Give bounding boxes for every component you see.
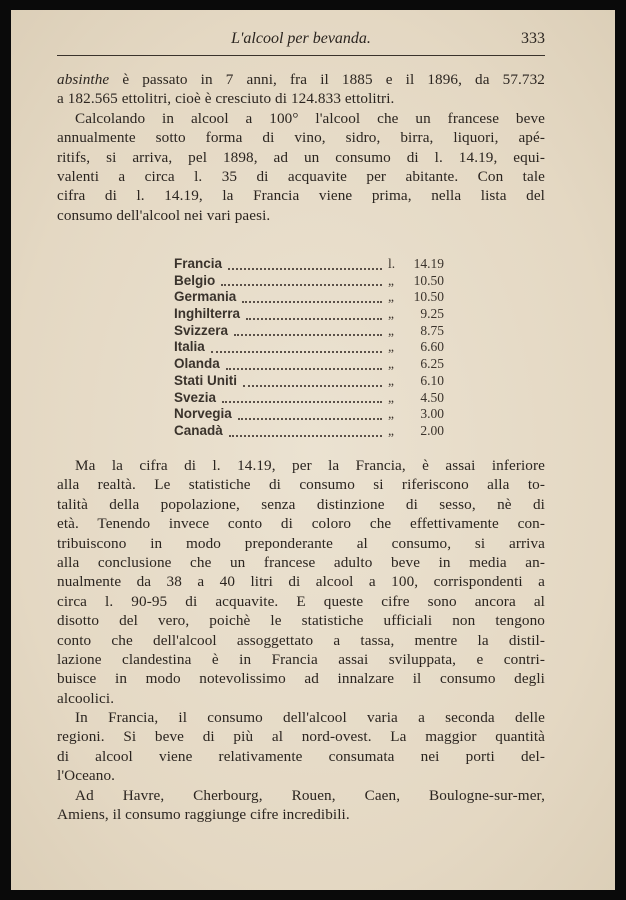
unit: „ <box>388 389 394 405</box>
text-line: In Francia, il consumo dell'alcool varia a seconda delle <box>75 709 545 727</box>
unit: „ <box>388 372 394 388</box>
country-name: Belgio <box>174 272 216 288</box>
italic-word: absinthe <box>57 71 110 88</box>
text-line: ritifs, si arriva, pel 1898, ad un consumo di l. 14.19, equi- <box>57 148 545 166</box>
leader-dots <box>222 401 382 403</box>
leader-dots <box>226 368 382 370</box>
text-line: valenti a circa l. 35 di acquavite per abitante. Con tale <box>57 167 545 185</box>
unit: „ <box>388 322 394 338</box>
text-line: buisce in modo notevolissimo ad innalzare il consumo degli <box>57 670 545 688</box>
country-name: Svezia <box>174 389 217 405</box>
text-line: età. Tenendo invece conto di coloro che effettivamente con- <box>57 515 545 533</box>
text-line: talità della popolazione, senza distinzione di sesso, nè di <box>57 495 545 513</box>
text-line: alla conclusione che un francese adulto beve in media an- <box>57 553 545 571</box>
text-line: regioni. Si beve di più al nord-ovest. La maggior quantità <box>57 728 545 746</box>
text-line: di alcool viene relativamente consumata nei porti del- <box>57 747 545 765</box>
text-line: Calcolando in alcool a 100° l'alcool che un francese beve <box>75 109 545 127</box>
leader-dots <box>229 435 382 437</box>
table-row <box>174 390 444 407</box>
table-row <box>174 273 444 290</box>
body-text-bottom <box>57 456 545 824</box>
book-page <box>11 10 615 890</box>
liters-value: 6.25 <box>420 356 444 372</box>
table-row <box>174 323 444 340</box>
table-row <box>174 406 444 423</box>
leader-dots <box>234 334 382 336</box>
table-row <box>174 339 444 356</box>
table-row <box>174 256 444 273</box>
header-rule <box>57 55 545 56</box>
text-line: cifra di l. 14.19, la Francia viene prima, nella lista del <box>57 187 545 205</box>
text-line: annualmente sotto forma di vino, sidro, birra, liquori, apé- <box>57 129 545 147</box>
table-row <box>174 373 444 390</box>
liters-value: 14.19 <box>413 256 444 271</box>
unit: „ <box>388 289 394 305</box>
liters-value: 10.50 <box>413 272 444 288</box>
body-text-top <box>57 70 545 225</box>
leader-dots <box>221 284 382 286</box>
text-line: Amiens, il consumo raggiunge cifre incredibili. <box>57 806 350 824</box>
table-row <box>174 356 444 373</box>
liters-value: 2.00 <box>420 422 444 438</box>
liters-value: 10.50 <box>413 289 444 305</box>
unit: „ <box>388 356 394 372</box>
liters-value: 3.00 <box>420 406 444 422</box>
liters-value: 4.50 <box>420 389 444 405</box>
liters-value: 9.25 <box>420 306 444 322</box>
unit: „ <box>388 306 394 322</box>
country-name: Svizzera <box>174 322 229 338</box>
leader-dots <box>242 301 382 303</box>
text-line: consumo dell'alcool nei vari paesi. <box>57 206 271 224</box>
table-row <box>174 289 444 306</box>
country-name: Germania <box>174 289 237 305</box>
unit: „ <box>388 406 394 422</box>
text-line: tribuiscono in modo preponderante al consumo, si arriva <box>57 534 545 552</box>
page-number: 333 <box>521 30 545 47</box>
consumption-table <box>174 256 444 440</box>
text-line: alla realtà. Le statistiche di consumo si riferiscono alla to- <box>57 476 545 494</box>
text-line: absinthe è passato in 7 anni, fra il 1885 e il 1896, da 57.732 <box>57 71 545 88</box>
text-line: alcoolici. <box>57 689 115 707</box>
text-line: circa l. 90-95 di acquavite. E queste cifre sono ancora al <box>57 592 545 610</box>
text-line: a 182.565 ettolitri, cioè è cresciuto di 124.833 ettolitri. <box>57 90 395 108</box>
text-line: conto che dell'alcool assoggettato a tassa, mentre la distil- <box>57 631 545 649</box>
country-name: Inghilterra <box>174 306 241 322</box>
country-name: Stati Uniti <box>174 372 237 388</box>
country-name: Canadà <box>174 422 223 438</box>
text-line: Ma la cifra di l. 14.19, per la Francia, è assai inferiore <box>75 457 545 474</box>
leader-dots <box>246 318 382 320</box>
country-name: Italia <box>174 339 205 355</box>
text-line: l'Oceano. <box>57 767 116 785</box>
liters-value: 8.75 <box>420 322 444 338</box>
text-line: lazione clandestina è in Francia assai sviluppata, e contri- <box>57 650 545 668</box>
table-row <box>174 423 444 440</box>
text-line: Ad Havre, Cherbourg, Rouen, Caen, Boulogne-sur-mer, <box>75 786 545 804</box>
running-title: L'alcool per bevanda. <box>231 30 371 47</box>
unit: „ <box>388 422 394 438</box>
country-name: Norvegia <box>174 406 232 422</box>
page-header <box>57 30 545 54</box>
unit: l. <box>388 256 396 271</box>
leader-dots <box>228 268 382 270</box>
table-row <box>174 306 444 323</box>
leader-dots <box>238 418 382 420</box>
leader-dots <box>243 385 382 387</box>
text-line: nualmente da 38 a 40 litri di alcool a 100, corrispondenti a <box>57 573 545 591</box>
liters-value: 6.60 <box>420 339 444 355</box>
unit: „ <box>388 272 394 288</box>
liters-value: 6.10 <box>420 372 444 388</box>
leader-dots <box>211 351 382 353</box>
text-line: disotto del vero, poichè le statistiche ufficiali non tengono <box>57 612 545 630</box>
unit: „ <box>388 339 394 355</box>
country-name: Olanda <box>174 356 220 372</box>
country-name: Francia <box>174 256 223 271</box>
